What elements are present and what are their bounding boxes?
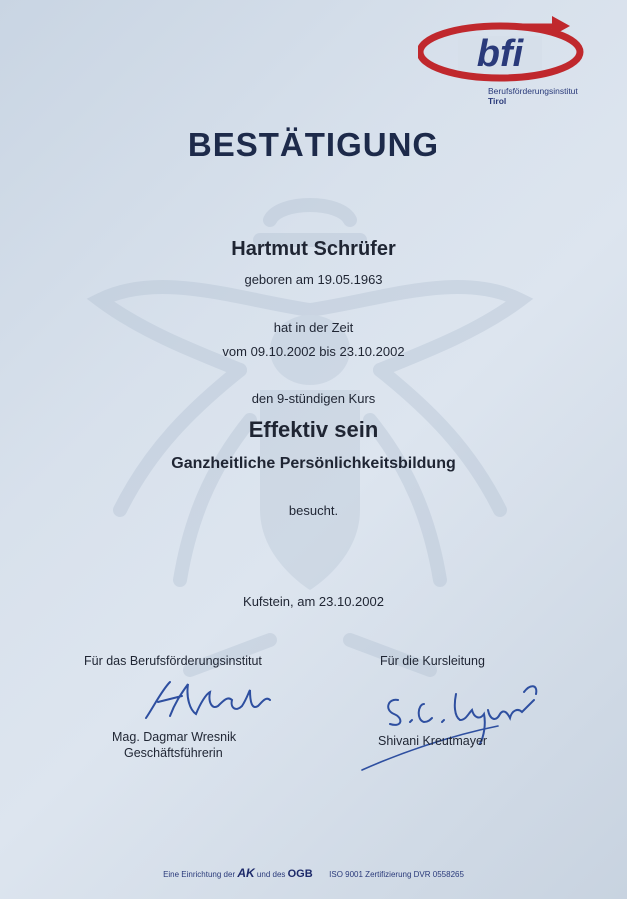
course-intro: den 9-stündigen Kurs (251, 391, 376, 406)
place-date: Kufstein, am 23.10.2002 (243, 594, 384, 609)
right-signature-label: Für die Kursleitung (380, 654, 485, 668)
document-title: BESTÄTIGUNG (187, 126, 440, 163)
footer-prefix: Eine Einrichtung der (163, 870, 236, 879)
right-signature-icon (358, 664, 558, 774)
right-signer-name: Shivani Kreutmayer (378, 734, 488, 748)
logo-line1: Berufsförderungsinstitut (488, 86, 578, 96)
bfi-logo (418, 14, 588, 109)
footer-dvr: DVR 0558265 (413, 870, 464, 879)
attended-text: besucht. (288, 503, 339, 518)
left-signature-label: Für das Berufsförderungsinstitut (84, 654, 262, 668)
recipient-name: Hartmut Schrüfer (231, 238, 396, 260)
logo-mark: bfi (476, 33, 524, 75)
course-subtitle: Ganzheitliche Persönlichkeitsbildung (171, 455, 456, 472)
left-signature-icon (140, 676, 280, 726)
course-name: Effektiv sein (248, 417, 379, 442)
footer-connector: und des (256, 870, 286, 879)
footer-line (0, 866, 627, 880)
left-signer-name: Mag. Dagmar Wresnik (112, 730, 237, 744)
bfi-logo-icon (418, 14, 588, 84)
birth-line: geboren am 19.05.1963 (244, 272, 383, 287)
ogb-logo: OGB (287, 868, 313, 880)
period-intro: hat in der Zeit (273, 320, 354, 335)
ak-logo: AK (237, 866, 255, 880)
footer-iso: ISO 9001 Zertifizierung (329, 870, 412, 879)
logo-line2: Tirol (488, 96, 507, 106)
left-signer-role: Geschäftsführerin (124, 746, 223, 760)
period-line: vom 09.10.2002 bis 23.10.2002 (222, 344, 405, 359)
